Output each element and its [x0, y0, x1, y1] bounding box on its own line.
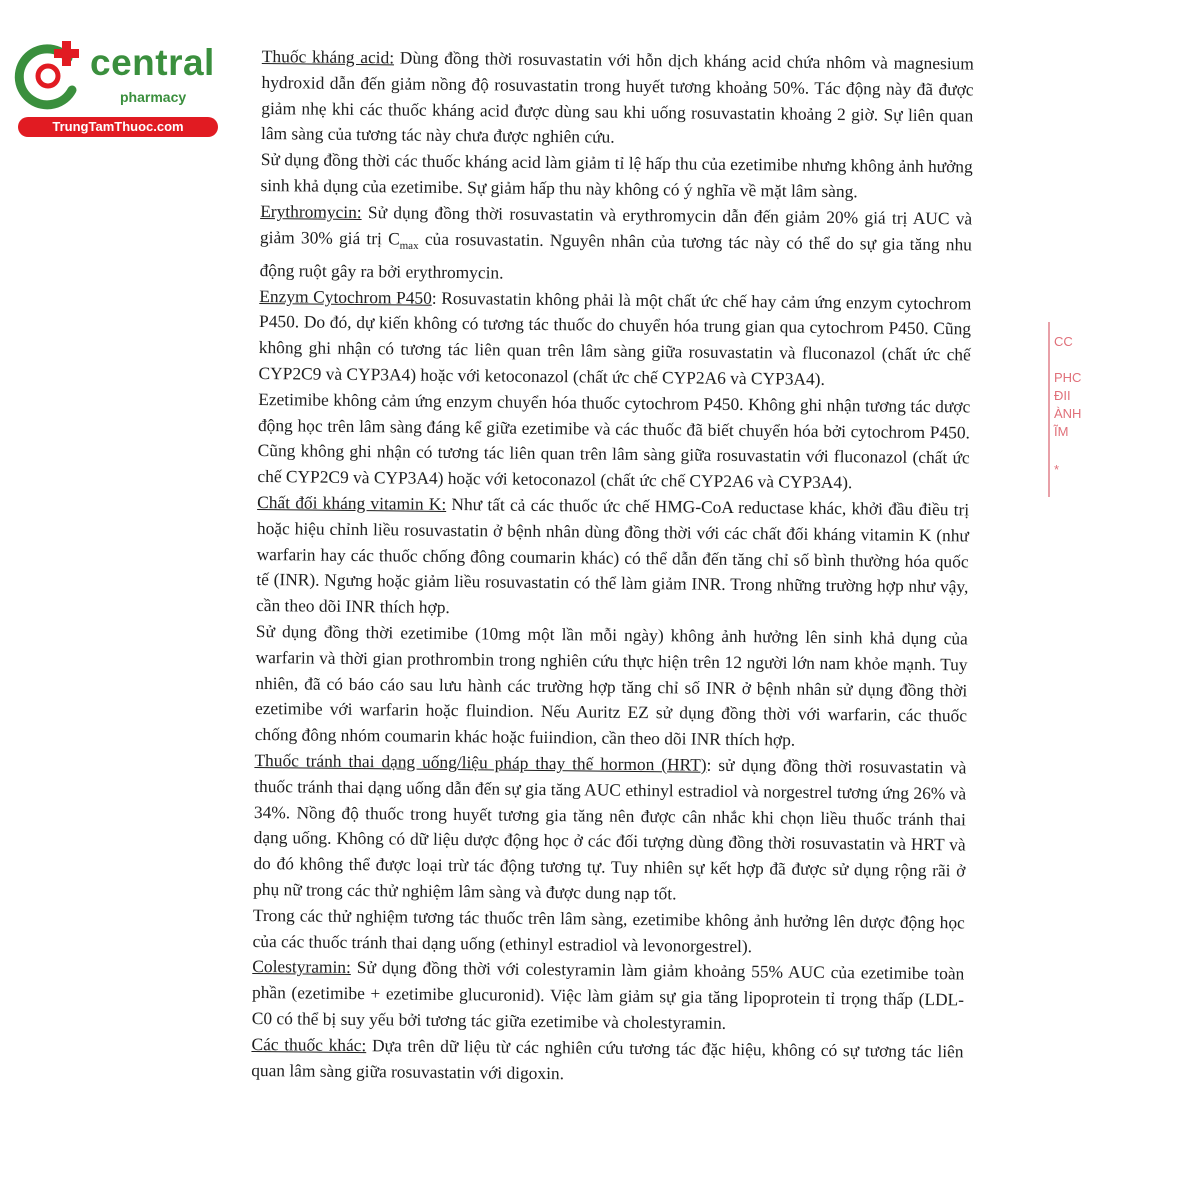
- paragraph-text: Dùng đồng thời rosuvastatin với hỗn dịch kháng acid chứa nhôm và magnesium hydroxid dẫn đến giảm nồng độ rosuvastatin trong huyết tương khoảng 50%. Tác động này đã được giảm nhẹ khi các thuốc kháng acid được dùng sau khi uống rosuvastatin khoảng 2 giờ. Sự liên quan lâm sàng của tương tác này chưa được nghiên cứu.: [260, 47, 974, 148]
- paragraph-text: Như tất cả các thuốc ức chế HMG-CoA reductase khác, khởi đầu điều trị hoặc hiệu chỉnh liều rosuvastatin ở bệnh nhân dùng đồng thời với các chất đối kháng vitamin K (như warfarin hay các thuốc chống đông coumarin khác) có thể dẫn đến tăng chỉ số bình thường hóa quốc tế (INR). Ngưng hoặc giảm liều rosuvastatin có thể làm giảm INR. Trong những trường hợp như vậy, cần theo dõi INR thích hợp.: [256, 493, 970, 618]
- stamp-text: ÀNH: [1054, 406, 1082, 421]
- paragraph-text: : sử dụng đồng thời rosuvastatin và thuốc tránh thai dạng uống dẫn đến sự gia tăng AUC ethinyl estradiol và norgestrel tương ứng 26% và 34%. Nồng độ thuốc trong huyết tương gia tăng nên được cân nhắc khi chọn liều thuốc tránh thai dạng uống. Không có dữ liệu dược động học ở các đối tượng dùng đồng thời rosuvastatin và HRT và do đó không thể được loại trừ tác động tương tự. Tuy nhiên sự kết hợp đã được sử dụng rộng rãi ở phụ nữ trong các thử nghiệm lâm sàng và được dung nạp tốt.: [253, 754, 967, 904]
- paragraph-text: : Rosuvastatin không phải là một chất ức chế hay cảm ứng enzym cytochrom P450. Do đó, dự kiến không có tương tác thuốc do chuyển hóa trung gian qua cytochrom P450. Cũng không ghi nhận có tương tác liên quan trên lâm sàng giữa rosuvastatin và fluconazol (chất ức chế CYP2C9 và CYP3A4) hoặc với ketoconazol (chất ức chế CYP2A6 và CYP3A4).: [258, 287, 972, 389]
- stamp-text: ĨM: [1054, 424, 1069, 439]
- central-pharmacy-logo[interactable]: [10, 38, 215, 138]
- heading-other-drugs: Các thuốc khác:: [251, 1033, 367, 1055]
- paragraph-erythromycin: [259, 199, 972, 291]
- subscript-max: max: [399, 239, 419, 252]
- stamp-text: *: [1054, 462, 1060, 477]
- stamp-text: ĐII: [1054, 388, 1071, 403]
- heading-antacid: Thuốc kháng acid:: [261, 45, 395, 68]
- pharmacy-cross-icon: [10, 38, 88, 116]
- heading-vitamin-k: Chất đối kháng vitamin K:: [257, 491, 447, 514]
- paragraph-ezetimibe-contraceptive: Trong các thử nghiệm tương tác thuốc trên lâm sàng, ezetimibe không ảnh hưởng lên dược động học của các thuốc tránh thai dạng uống (ethinyl estradiol và levonorgestrel).: [252, 904, 965, 956]
- heading-cytochrome: Enzym Cytochrom P450: [259, 285, 432, 308]
- paragraph-vitamin-k: [256, 490, 969, 626]
- paragraph-text: Sử dụng đồng thời với colestyramin làm giảm khoảng 55% AUC của ezetimibe toàn phần (ezetimibe + ezetimibe glucuronid). Việc làm giảm sự gia tăng lipoprotein tỉ trọng thấp (LDL-C0 có thể bị suy yếu bởi tương tác giữa ezetimibe và cholestyramin.: [251, 957, 965, 1033]
- paragraph-text: Dựa trên dữ liệu từ các nghiên cứu tương tác đặc hiệu, không có sự tương tác liên quan lâm sàng giữa rosuvastatin với digoxin.: [251, 1034, 964, 1083]
- paragraph-other-drugs: [251, 1032, 964, 1091]
- site-url-banner[interactable]: TrungTamThuoc.com: [18, 117, 218, 137]
- paragraph-colestyramin: [252, 954, 965, 1039]
- heading-erythromycin: Erythromycin:: [260, 200, 362, 222]
- heading-colestyramin: Colestyramin:: [252, 956, 351, 978]
- paragraph-ezetimibe-cytochrome: Ezetimibe không cảm ứng enzym chuyển hóa thuốc cytochrom P450. Không ghi nhận tương tác dược động học trên lâm sàng đáng kể giữa ezetimibe và các thuốc đã biết chuyển hóa bởi cytochrom P450. Cũng không ghi nhận có tương tác liên quan trên lâm sàng giữa rosuvastatin với fluconazol (chất ức chế CYP2C9 và CYP3A4) hoặc với ketoconazol (chất ức chế CYP2A6 và CYP3A4).: [257, 388, 971, 493]
- red-stamp-edge: [1040, 322, 1080, 497]
- paragraph-text: Sử dụng đồng thời rosuvastatin và erythromycin dẫn đến giảm 20% giá trị AUC và giảm 30% giá trị C: [259, 201, 973, 249]
- heading-contraceptive: Thuốc tránh thai dạng uống/liệu pháp thay thế hormon (HRT): [254, 749, 707, 775]
- paragraph-cytochrome: [258, 284, 971, 395]
- brand-subtitle: pharmacy: [120, 89, 187, 105]
- paragraph-ezetimibe-warfarin: Sử dụng đồng thời ezetimibe (10mg một lần mỗi ngày) không ảnh hưởng lên sinh khả dụng của warfarin và thời gian prothrombin trong nghiên cứu thực hiện trên 12 người lớn nam khỏe mạnh. Tuy nhiên, đã có báo cáo sau lưu hành các trường hợp tăng chỉ số INR ở bệnh nhân sử dụng đồng thời ezetimibe với warfarin hoặc fluindion. Nếu Auritz EZ sử dụng đồng thời với warfarin, các thuốc chống đông nhóm coumarin khác hoặc fuiindion, cần theo dõi INR thích hợp.: [254, 620, 968, 750]
- stamp-border: [1048, 322, 1050, 497]
- paragraph-ezetimibe-antacid: Sử dụng đồng thời các thuốc kháng acid làm giảm tỉ lệ hấp thu của ezetimibe nhưng không ảnh hưởng sinh khả dụng của ezetimibe. Sự giảm hấp thu này không có ý nghĩa về mặt lâm sàng.: [260, 149, 973, 202]
- document-body: [251, 44, 974, 1091]
- stamp-text: CC: [1054, 334, 1073, 349]
- brand-name: central: [90, 42, 215, 83]
- stamp-text: PHC: [1054, 370, 1082, 385]
- paragraph-contraceptive: [253, 748, 967, 910]
- paragraph-antacid: [261, 44, 974, 155]
- paragraph-text: của rosuvastatin. Nguyên nhân của tương tác này có thể do sự gia tăng nhu động ruột gây ra bởi erythromycin.: [259, 228, 973, 283]
